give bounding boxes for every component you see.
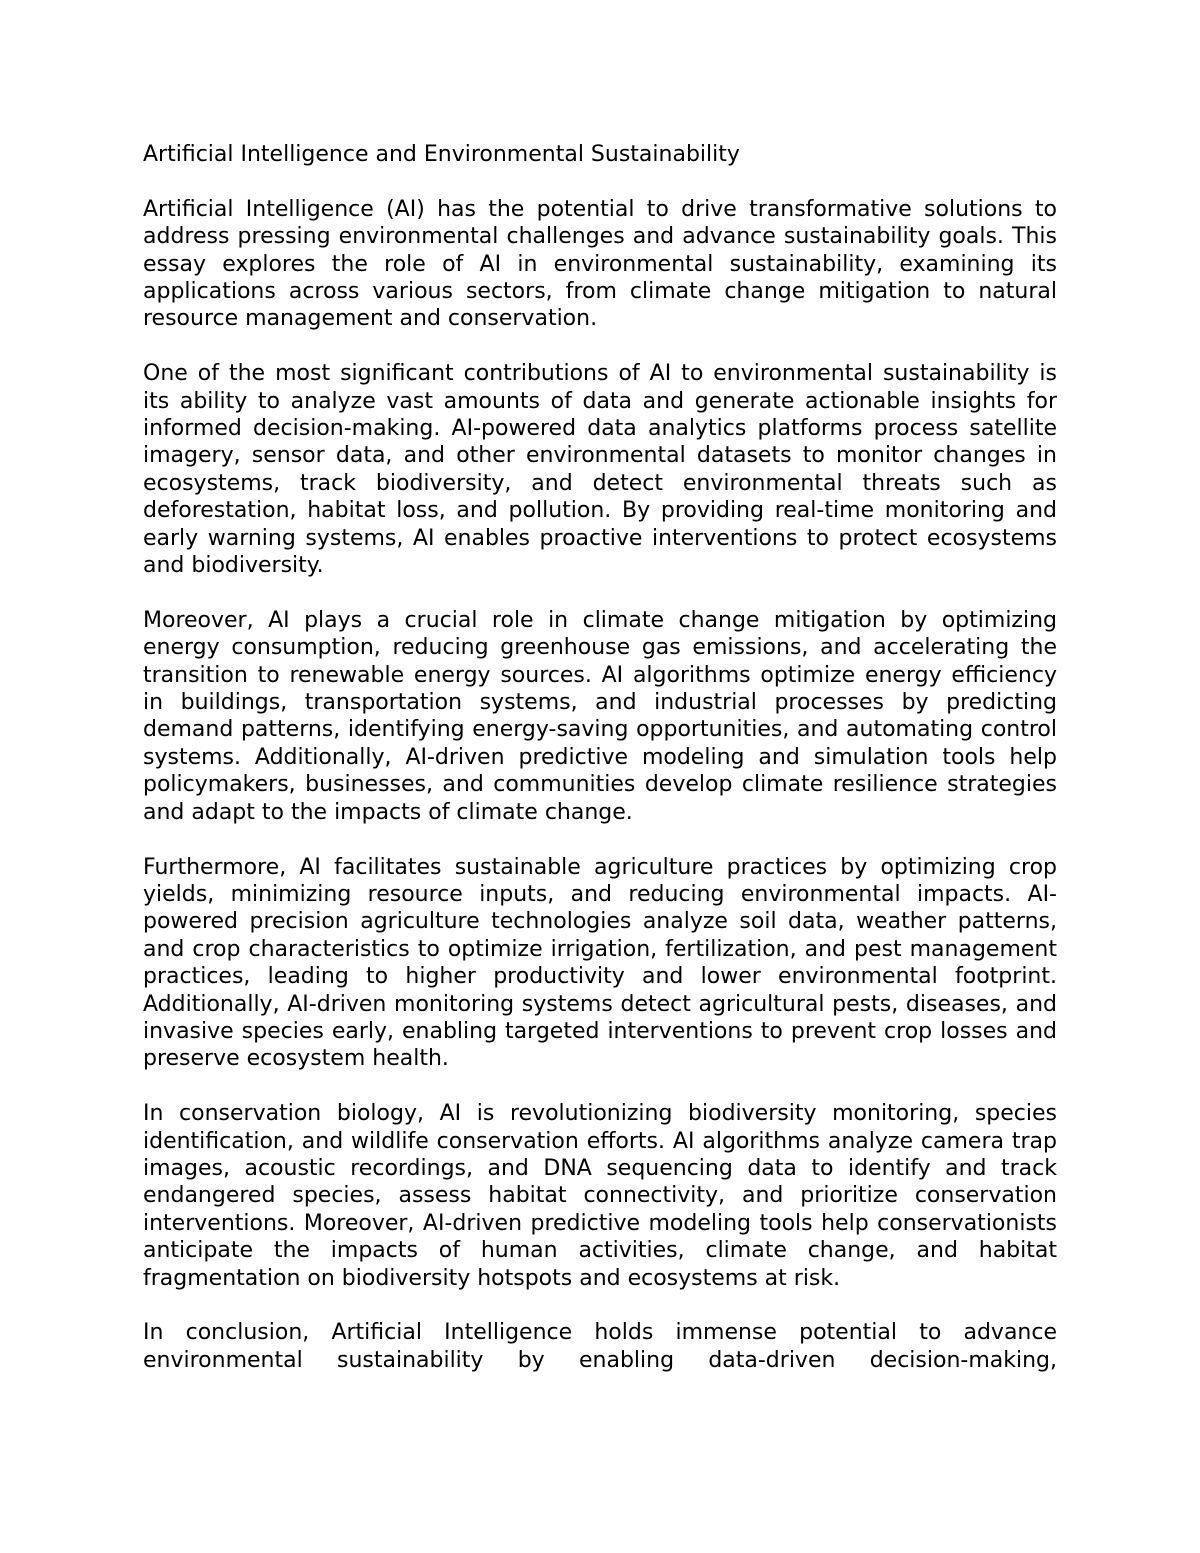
paragraph-climate-mitigation: Moreover, AI plays a crucial role in climate change mitigation by optimizing energy consumption, reducing greenhouse gas emissions, and accelerating the transition to renewable energy sources. AI algorithms optimize energy efficiency in buildings, transportation systems, and industrial processes by predicting demand patterns, identifying energy-saving opportunities, and automating control systems. Additionally, AI-driven predictive modeling and simulation tools help policymakers, businesses, and communities develop climate resilience strategies and adapt to the impacts of climate change. (143, 607, 1057, 825)
paragraph-introduction: Artificial Intelligence (AI) has the potential to drive transformative solutions to address pressing environmental challenges and advance sustainability goals. This essay explores the role of AI in environmental sustainability, examining its applications across various sectors, from climate change mitigation to natural resource management and conservation. (143, 196, 1057, 332)
document-title: Artificial Intelligence and Environmental Sustainability (143, 142, 740, 167)
document-body (143, 141, 1057, 1374)
paragraph-agriculture: Furthermore, AI facilitates sustainable agriculture practices by optimizing crop yields, minimizing resource inputs, and reducing environmental impacts. AI-powered precision agriculture technologies analyze soil data, weather patterns, and crop characteristics to optimize irrigation, fertilization, and pest management practices, leading to higher productivity and lower environmental footprint. Additionally, AI-driven monitoring systems detect agricultural pests, diseases, and invasive species early, enabling targeted interventions to prevent crop losses and preserve ecosystem health. (143, 854, 1057, 1072)
paragraph-conclusion: In conclusion, Artificial Intelligence holds immense potential to advance environmental sustainability by enabling data-driven decision-making, (143, 1320, 1057, 1373)
paragraph-conservation: In conservation biology, AI is revolutionizing biodiversity monitoring, species identification, and wildlife conservation efforts. AI algorithms analyze camera trap images, acoustic recordings, and DNA sequencing data to identify and track endangered species, assess habitat connectivity, and prioritize conservation interventions. Moreover, AI-driven predictive modeling tools help conservationists anticipate the impacts of human activities, climate change, and habitat fragmentation on biodiversity hotspots and ecosystems at risk. (143, 1101, 1057, 1291)
paragraph-data-insights: One of the most significant contributions of AI to environmental sustainability is its ability to analyze vast amounts of data and generate actionable insights for informed decision-making. AI-powered data analytics platforms process satellite imagery, sensor data, and other environmental datasets to monitor changes in ecosystems, track biodiversity, and detect environmental threats such as deforestation, habitat loss, and pollution. By providing real-time monitoring and early warning systems, AI enables proactive interventions to protect ecosystems and biodiversity. (143, 361, 1057, 579)
